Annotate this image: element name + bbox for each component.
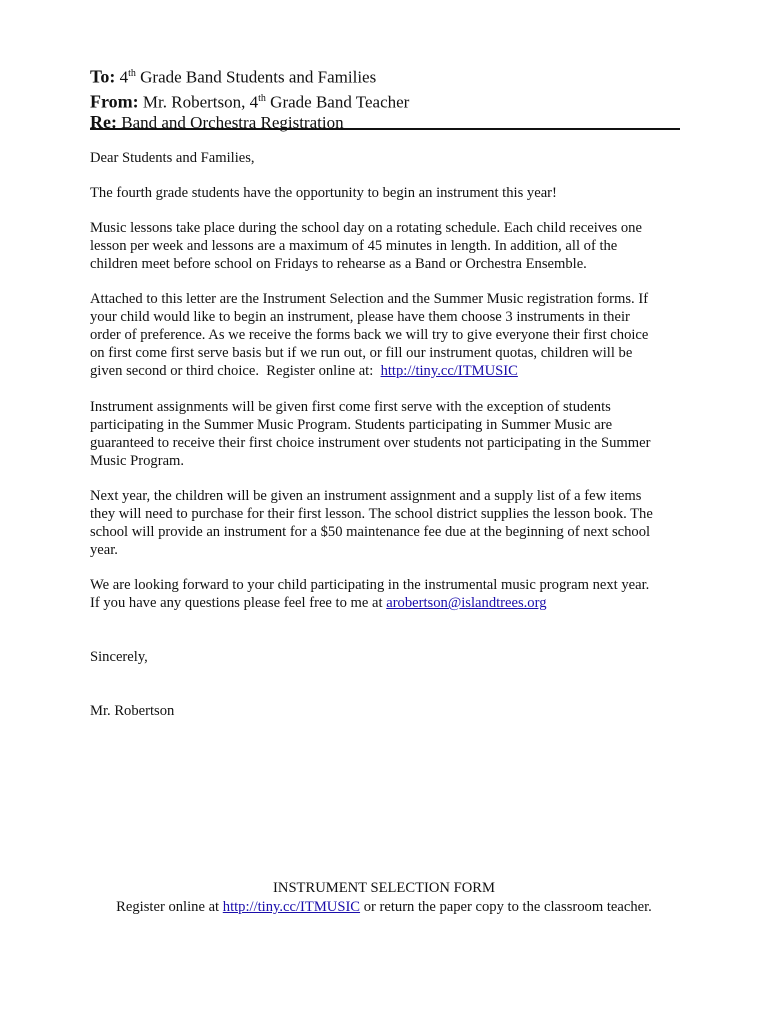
form-register-link[interactable]: http://tiny.cc/ITMUSIC: [222, 899, 361, 915]
paragraph-intro: [90, 184, 690, 202]
paragraph-contact: [90, 576, 690, 612]
paragraph-line: [90, 362, 690, 380]
form-instructions: [0, 898, 768, 916]
contact-text: If you have any questions please feel free to me at: [90, 595, 387, 611]
paragraph-line: Music Program.: [90, 453, 185, 469]
paragraph-line: We are looking forward to your child participating in the instrumental music program next year.: [90, 577, 650, 593]
memo-header: [90, 63, 680, 133]
memo-re-line: [90, 112, 680, 133]
form-title: INSTRUMENT SELECTION FORM: [273, 880, 495, 896]
memo-from-superscript: th: [258, 92, 266, 104]
memo-from-line: [90, 88, 680, 113]
paragraph-line: school will provide an instrument for a $50 maintenance fee due at the beginning of next school: [90, 524, 651, 540]
paragraph-line: Next year, the children will be given an instrument assignment and a supply list of a few items: [90, 488, 642, 504]
paragraph-line: [90, 594, 690, 612]
memo-to-grade: 4: [119, 67, 129, 87]
form-instructions-pre: Register online at: [116, 899, 223, 915]
register-text: given second or third choice. Register online at:: [90, 363, 381, 379]
memo-from-role: Grade Band Teacher: [265, 92, 410, 112]
paragraph-assignments: [90, 398, 690, 470]
memo-from-label: From:: [90, 91, 139, 112]
paragraph-line: Instrument assignments will be given first come first serve with the exception of students: [90, 399, 611, 415]
paragraph-line: children meet before school on Fridays to rehearse as a Band or Orchestra Ensemble.: [90, 256, 587, 272]
memo-from-sender: Mr. Robertson, 4: [142, 92, 259, 112]
paragraph-line: they will need to purchase for their first lesson. The school district supplies the lesson book. The: [90, 506, 653, 522]
paragraph-line: The fourth grade students have the opportunity to begin an instrument this year!: [90, 185, 557, 201]
letter-greeting: Dear Students and Families,: [90, 150, 255, 166]
paragraph-line: Music lessons take place during the school day on a rotating schedule. Each child receives one: [90, 220, 642, 236]
memo-to-recipients: Grade Band Students and Families: [135, 67, 377, 87]
paragraph-line: your child would like to begin an instrument, please have them choose 3 instruments in their: [90, 309, 630, 325]
letter-signature: Mr. Robertson: [90, 703, 175, 719]
memo-re-label: Re:: [90, 112, 117, 133]
paragraph-line: year.: [90, 542, 118, 558]
paragraph-line: participating in the Summer Music Program. Students participating in Summer Music are: [90, 417, 613, 433]
paragraph-line: order of preference. As we receive the forms back we will try to give everyone their first choice: [90, 327, 649, 343]
memo-to-superscript: th: [128, 68, 136, 79]
paragraph-line: guaranteed to receive their first choice instrument over students not participating in the Summer: [90, 435, 651, 451]
memo-divider: [90, 128, 680, 130]
paragraph-forms: [90, 290, 690, 380]
memo-to-label: To:: [90, 66, 116, 87]
paragraph-line: lesson per week and lessons are a maximum of 45 minutes in length. In addition, all of the: [90, 238, 618, 254]
letter-closing: Sincerely,: [90, 649, 148, 665]
paragraph-lessons: [90, 219, 690, 273]
paragraph-line: on first come first serve basis but if we run out, or fill our instrument quotas, children will be: [90, 345, 633, 361]
form-instructions-post: or return the paper copy to the classroom teacher.: [360, 899, 652, 915]
paragraph-supplies: [90, 487, 690, 559]
paragraph-line: Attached to this letter are the Instrument Selection and the Summer Music registration forms. If: [90, 291, 649, 307]
memo-subject: Band and Orchestra Registration: [121, 113, 344, 133]
memo-to-line: [90, 63, 680, 88]
register-link[interactable]: http://tiny.cc/ITMUSIC: [380, 363, 518, 379]
email-link[interactable]: arobertson@islandtrees.org: [386, 595, 547, 611]
